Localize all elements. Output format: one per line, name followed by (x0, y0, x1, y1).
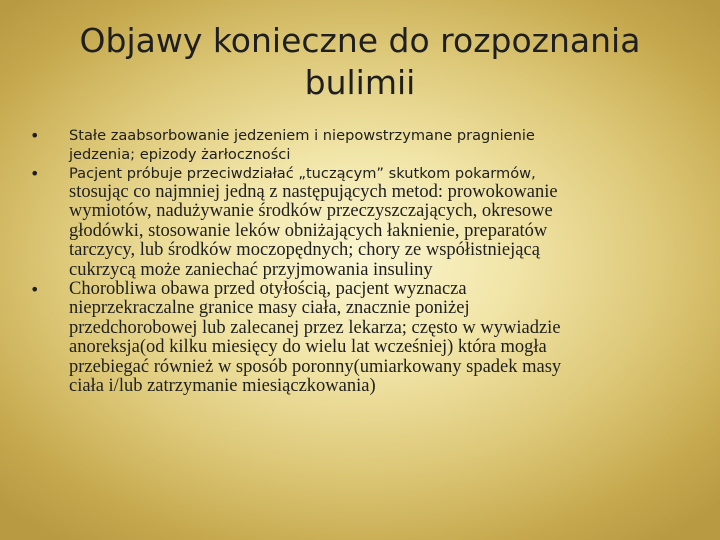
bullet-item-3 (30, 280, 690, 396)
bullet-line: przedchorobowej lub zalecanej przez lekarza; często w wywiadzie (69, 317, 561, 338)
bullet-marker: • (30, 164, 40, 183)
bullet-line: anoreksja(od kilku miesięcy do wielu lat wcześniej) która mogła (69, 337, 547, 358)
bullet-item-1 (30, 126, 690, 164)
bullet-line: Stałe zaabsorbowanie jedzeniem i niepowstrzymane pragnienie (69, 127, 535, 144)
bullet-line: Chorobliwa obawa przed otyłością, pacjent wyznacza (69, 279, 467, 300)
bullet-line: jedzenia; epizody żarłoczności (69, 146, 291, 163)
bullet-line: ciała i/lub zatrzymanie miesiączkowania) (69, 376, 376, 397)
slide-title (40, 20, 680, 104)
bullet-marker: • (30, 280, 40, 300)
bullet-line: głodówki, stosowanie leków obniżających łaknienie, preparatów (69, 220, 548, 241)
bullet-line: nieprzekraczalne granice masy ciała, znacznie poniżej (69, 298, 470, 319)
title-line: Objawy konieczne do rozpoznania (79, 21, 641, 60)
bullet-line: przebiegać również w sposób poronny(umiarkowany spadek masy (69, 356, 562, 377)
bullet-line: wymiotów, nadużywanie środków przeczyszczających, okresowe (69, 201, 553, 222)
bullet-line: cukrzycą może zaniechać przyjmowania insuliny (69, 259, 433, 280)
bullet-line: tarczycy, lub środków moczopędnych; chory ze współistniejącą (69, 240, 540, 261)
bullet-item-2 (30, 164, 690, 280)
title-line: bulimii (304, 63, 416, 102)
bullet-list (30, 126, 690, 396)
bullet-line (69, 164, 690, 183)
bullet-line-start: Pacjent próbuje przeciwdziałać „tuczącym” skutkom pokarmów, (69, 165, 536, 182)
bullet-marker: • (30, 126, 40, 145)
bullet-line: stosując co najmniej jedną z następujących metod: prowokowanie (69, 182, 558, 202)
